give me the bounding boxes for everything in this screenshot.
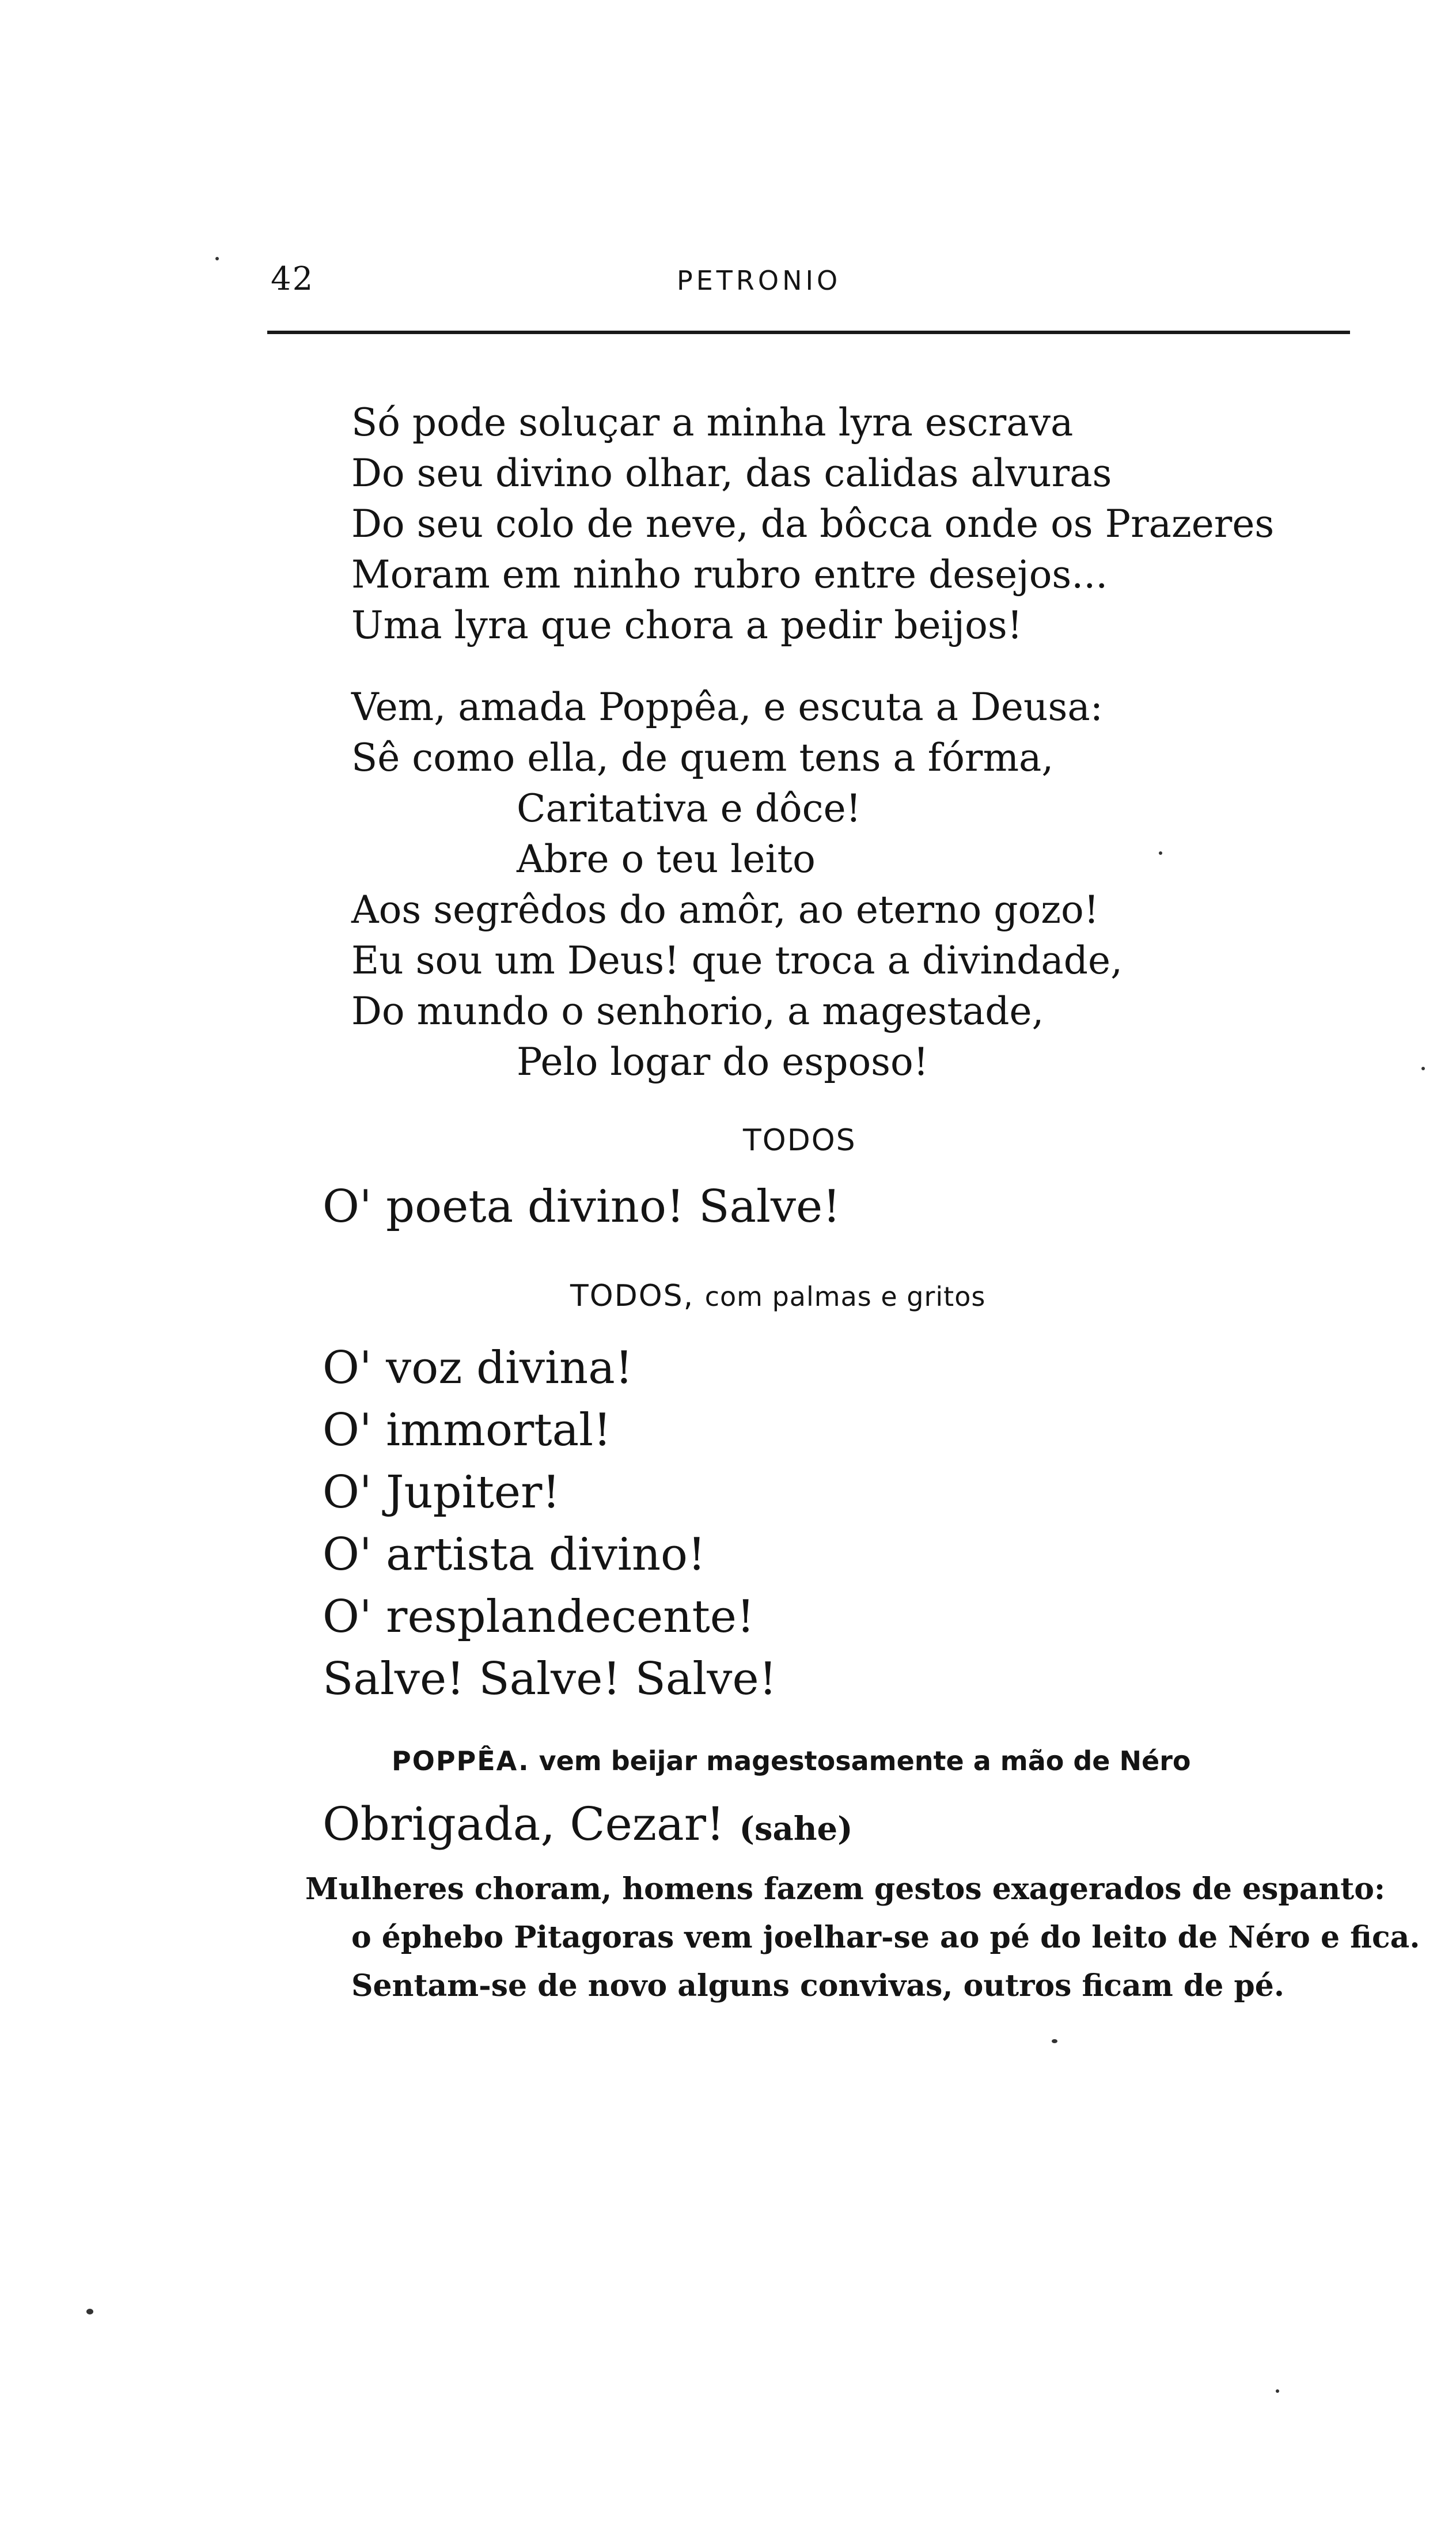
poppea-aside: (sahe) [739, 1810, 853, 1848]
verse-line-indented: Abre o teu leito [517, 837, 816, 881]
poppea-stage-direction [392, 1745, 1191, 1776]
chorus-line: O' poeta divino! Salve! [323, 1181, 841, 1233]
stage-direction: vem beijar magestosamente a mão de Néro [539, 1745, 1191, 1776]
page-number: 42 [271, 260, 314, 298]
verse-line: Aos segrêdos do amôr, ao eterno gozo! [351, 888, 1099, 932]
running-title: PETRONIO [677, 265, 841, 296]
speaker-todos: TODOS [743, 1123, 856, 1158]
chorus-line: O' immortal! [323, 1404, 612, 1456]
verse-line: Moram em ninho rubro entre desejos... [351, 552, 1108, 597]
stanza-1 [351, 397, 1274, 651]
verse-line-indented: Caritativa e dôce! [517, 786, 862, 831]
scan-speck [86, 2309, 93, 2314]
verse-line: Do mundo o senhorio, a magestade, [351, 989, 1044, 1033]
chorus-block [323, 1336, 777, 1710]
verse-line: Do seu divino olhar, das calidas alvuras [351, 451, 1112, 495]
stanza-2 [351, 682, 1123, 1088]
speaker-todos-with-direction [570, 1279, 985, 1313]
verse-line: Só pode soluçar a minha lyra escrava [351, 400, 1074, 445]
verse-line: Vem, amada Poppêa, e escuta a Deusa: [351, 685, 1103, 729]
verse-line: Uma lyra que chora a pedir beijos! [351, 603, 1023, 647]
poppea-line: Obrigada, Cezar! [323, 1797, 725, 1851]
verse-line: Do seu colo de neve, da bôcca onde os Prazeres [351, 502, 1275, 546]
scan-speck [215, 257, 219, 260]
closing-direction-line: Mulheres choram, homens fazem gestos exagerados de espanto: [305, 1872, 1386, 1907]
speaker-poppea: POPPÊA. [392, 1745, 530, 1776]
poppea-speech [323, 1797, 853, 1851]
scan-speck [1421, 1067, 1425, 1070]
scan-speck [1159, 851, 1162, 855]
chorus-line: O' Jupiter! [323, 1467, 560, 1518]
scan-speck [1276, 2389, 1279, 2393]
verse-line: Eu sou um Deus! que troca a divindade, [351, 938, 1123, 983]
chorus-line: O' resplandecente! [323, 1591, 755, 1643]
header-rule [267, 331, 1350, 334]
closing-direction-line: Sentam-se de novo alguns convivas, outros ficam de pé. [351, 1968, 1284, 2003]
chorus-line: O' artista divino! [323, 1529, 706, 1581]
chorus-line: Salve! Salve! Salve! [323, 1653, 777, 1705]
closing-direction-line: o éphebo Pitagoras vem joelhar-se ao pé do leito de Néro e fica. [351, 1920, 1420, 1955]
scan-speck [1052, 2039, 1057, 2043]
stage-direction: com palmas e gritos [704, 1281, 986, 1312]
speaker-todos: TODOS, [570, 1279, 695, 1313]
verse-line: Sê como ella, de quem tens a fórma, [351, 736, 1054, 780]
verse-line-indented: Pelo logar do esposo! [517, 1040, 929, 1084]
chorus-line: O' voz divina! [323, 1342, 634, 1394]
